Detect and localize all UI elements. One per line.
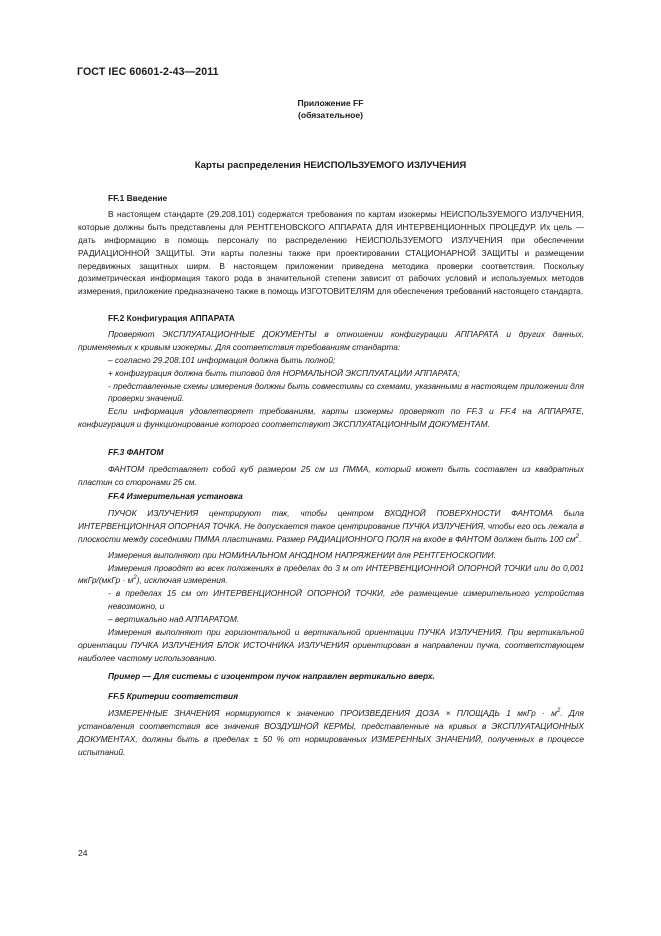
section-ff3 bbox=[78, 446, 584, 489]
superscript: 2 bbox=[133, 575, 137, 582]
text-run: ), исключая измерения. bbox=[136, 575, 228, 586]
section-ff1 bbox=[78, 192, 584, 298]
list-item: - представленные схемы измерения должны быть совместимы со схемами, указанными в настоящем приложении для проверки значений. bbox=[108, 380, 584, 404]
section-text-ff4-p1 bbox=[78, 507, 584, 546]
superscript: 2 bbox=[556, 708, 561, 715]
appendix-title: Карты распределения НЕИСПОЛЬЗУЕМОГО ИЗЛУЧЕНИЯ bbox=[194, 160, 467, 171]
section-text-ff4-p2: Измерения выполняют при НОМИНАЛЬНОМ АНОДНОМ НАПРЯЖЕНИИ для РЕНТГЕНОСКОПИИ. bbox=[108, 549, 497, 560]
section-heading-ff2: FF.2 Конфигурация АППАРАТА bbox=[108, 313, 235, 323]
text-run: ПУЧОК ИЗЛУЧЕНИЯ центрируют так, чтобы центром ВХОДНОЙ ПОВЕРХНОСТИ ФАНТОМА была ИНТЕРВЕНЦИОННАЯ ОПОРНАЯ ТОЧКА. Не допускается такое центрирование ПУЧКА ИЗЛУЧЕНИЯ, чтобы его ось лежала в плоскости между соседними ПММА пластинами. Размер РАДИАЦИОННОГО ПОЛЯ на входе в ФАНТОМ должен быть 100 см bbox=[78, 507, 584, 544]
example-note: Пример — Для системы с изоцентром пучок направлен вертикально вверх. bbox=[108, 670, 435, 681]
section-closing-ff2: Если информация удовлетворяет требованиям, карты изокермы проверяют по FF.3 и FF.4 на АППАРАТЕ, конфигурация и функционирование которого соответствуют ЭКСПЛУАТАЦИОННЫМ ДОКУМЕНТАМ. bbox=[78, 406, 584, 430]
list-item: – согласно 29.208.101 информация должна быть полной; bbox=[108, 354, 336, 365]
section-heading-ff3: FF.3 ФАНТОМ bbox=[108, 447, 164, 457]
text-run: . bbox=[579, 533, 582, 544]
text-run: ИЗМЕРЕННЫЕ ЗНАЧЕНИЯ нормируются к значению ПРОИЗВЕДЕНИЯ ДОЗА × ПЛОЩАДЬ 1 мкГр · м bbox=[108, 707, 557, 718]
appendix-type: (обязательное) bbox=[297, 110, 364, 120]
section-ff5 bbox=[78, 690, 584, 759]
section-ff2 bbox=[78, 312, 584, 431]
section-intro-ff2: Проверяют ЭКСПЛУАТАЦИОННЫЕ ДОКУМЕНТЫ в отношении конфигурации АППАРАТА и других данных, применяемых к кривым изокермы. Для соответствия требованиям стандарта: bbox=[78, 328, 584, 352]
section-heading-ff5: FF.5 Критерии соответствия bbox=[108, 691, 239, 701]
text-run: . Для установления соответствия все значения ВОЗДУШНОЙ КЕРМЫ, представленные на кривых в ЭКСПЛУАТАЦИОННЫХ ДОКУМЕНТАХ, должны быть в пределах ± 50 % от нормированных ИЗМЕРЕННЫХ ЗНАЧЕНИЙ, полученных в процессе испытаний. bbox=[78, 707, 585, 757]
text-run: Измерения проводят во всех положениях в пределах до 3 м от ИНТЕРВЕНЦИОННОЙ ОПОРНОЙ ТОЧКИ или до 0,001 мкГр/(мкГр · м bbox=[78, 562, 584, 586]
section-ff4 bbox=[78, 490, 584, 683]
section-text-ff5 bbox=[78, 707, 584, 759]
standard-header: ГОСТ IEC 60601-2-43—2011 bbox=[77, 66, 219, 78]
appendix-label: Приложение FF bbox=[297, 98, 364, 108]
list-item: – вертикально над АППАРАТОМ. bbox=[108, 614, 240, 625]
list-item: + конфигурация должна быть типовой для НОРМАЛЬНОЙ ЭКСПЛУАТАЦИИ АППАРАТА; bbox=[108, 367, 461, 378]
section-text-ff4-p3 bbox=[78, 562, 584, 588]
page-number: 24 bbox=[78, 848, 88, 858]
section-text-ff1: В настоящем стандарте (29.208.101) содержатся требования по картам изокермы НЕИСПОЛЬЗУЕМОГО ИЗЛУЧЕНИЯ, которые должны быть представлены для РЕНТГЕНОВСКОГО АППАРАТА ДЛЯ ИНТЕРВЕНЦИОННЫХ ПРОЦЕДУР. Их цель — дать информацию в помощь персоналу по распределению НЕИСПОЛЬЗУЕМОГО ИЗЛУЧЕНИЯ при обеспечении РАДИАЦИОННОЙ ЗАЩИТЫ. Эти карты полезны также при проектировании СТАЦИОНАРНОЙ ЗАЩИТЫ и размещении передвижных защитных ширм. В настоящем приложении приведена методика проверки соответствия. Поскольку дозиметрическая информация такого рода в значительной степени зависит от рабочих условий и используемых методов измерения, приложение предназначено также в помощь ИЗГОТОВИТЕЛЯМ для обеспечения требований настоящего стандарта. bbox=[78, 208, 584, 297]
list-item: - в пределах 15 см от ИНТЕРВЕНЦИОННОЙ ОПОРНОЙ ТОЧКИ, где размещение измерительного устройства невозможно, и bbox=[108, 588, 584, 612]
section-text-ff4-p4: Измерения выполняют при горизонтальной и вертикальной ориентации ПУЧКА ИЗЛУЧЕНИЯ. При вертикальной ориентации ПУЧКА ИЗЛУЧЕНИЯ БЛОК ИСТОЧНИКА ИЗЛУЧЕНИЯ ориентирован в направлении пучка, соответствующем наиболее частому использованию. bbox=[78, 627, 584, 663]
section-heading-ff1: FF.1 Введение bbox=[108, 193, 168, 203]
superscript: 2 bbox=[575, 533, 580, 540]
section-text-ff3: ФАНТОМ представляет собой куб размером 25 см из ПММА, который может быть составлен из квадратных пластин со сторонами 25 см. bbox=[78, 463, 584, 487]
section-heading-ff4: FF.4 Измерительная установка bbox=[108, 491, 243, 501]
